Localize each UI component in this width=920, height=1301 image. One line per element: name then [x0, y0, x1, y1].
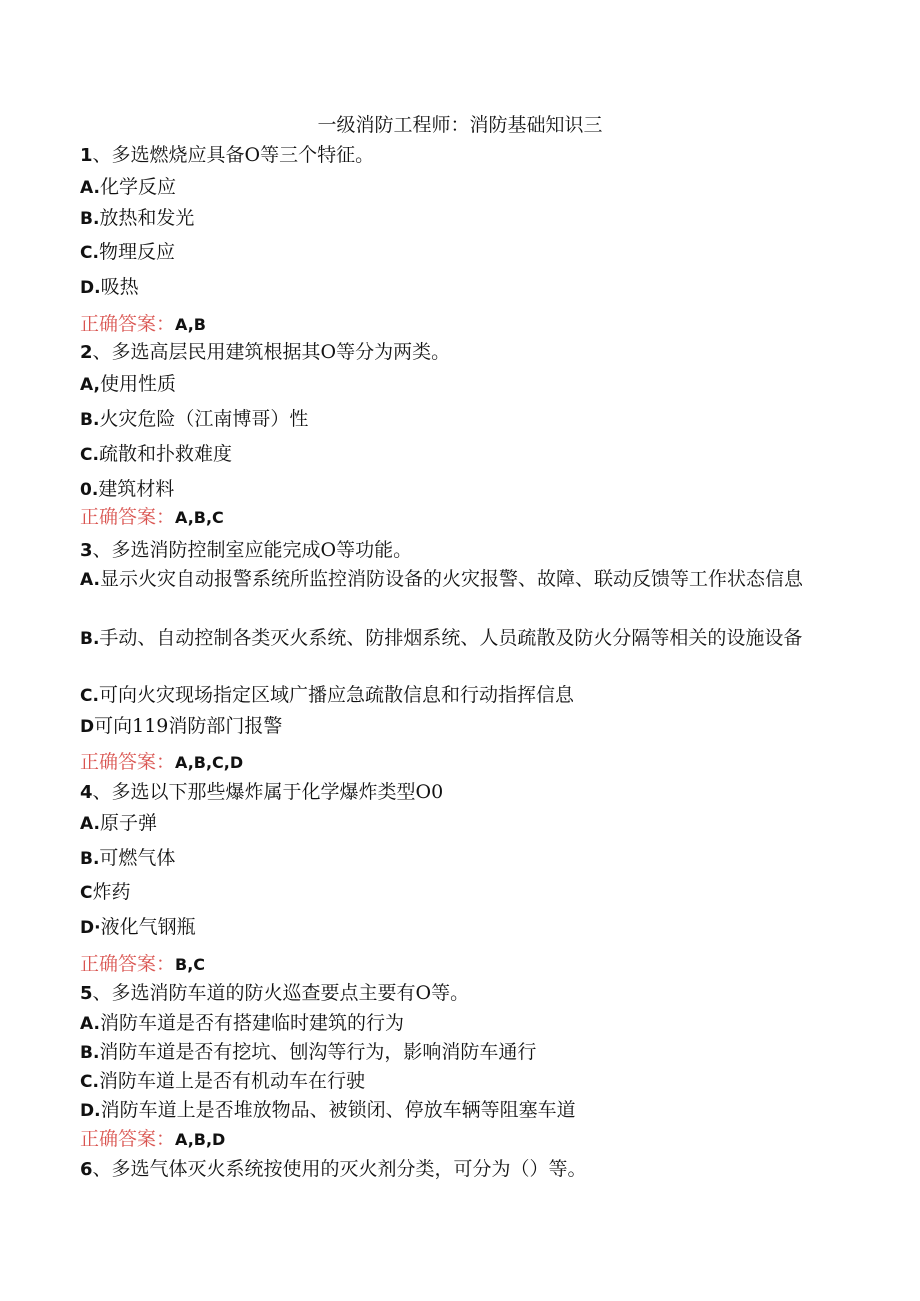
option-letter: D.: [80, 278, 101, 298]
question-text: 、多选燃烧应具备O等三个特征。: [92, 144, 375, 166]
question-2: [80, 339, 840, 366]
option-3b: [80, 624, 840, 654]
option-letter: C.: [80, 243, 99, 263]
option-text: 消防车道是否有搭建临时建筑的行为: [99, 1012, 404, 1034]
option-5c: [80, 1068, 840, 1095]
answer-3: [80, 749, 243, 776]
question-number: 3: [80, 540, 93, 561]
option-letter: B.: [80, 629, 100, 649]
option-3d: [80, 713, 840, 740]
option-4b: [80, 845, 840, 872]
option-letter: 0.: [80, 480, 99, 500]
answer-label: 正确答案：: [80, 953, 176, 975]
option-1a: [80, 174, 840, 201]
option-letter: C: [80, 883, 93, 903]
answer-5: [80, 1126, 225, 1153]
question-text: 、多选消防控制室应能完成O等功能。: [92, 539, 413, 561]
option-text: 可向火灾现场指定区域广播应急疏散信息和行动指挥信息: [98, 684, 574, 706]
option-letter: A.: [80, 178, 100, 198]
option-1b: [80, 205, 840, 232]
question-text: 、多选高层民用建筑根据其O等分为两类。: [92, 341, 451, 363]
option-text: 可燃气体: [99, 847, 176, 869]
option-text: 使用性质: [99, 373, 176, 395]
answer-label: 正确答案：: [80, 313, 176, 335]
option-text: 原子弹: [99, 812, 157, 834]
option-2d: [80, 476, 840, 503]
answer-value: A,B,C,D: [175, 753, 244, 772]
answer-1: [80, 311, 206, 338]
option-letter: A,: [80, 375, 100, 395]
option-1c: [80, 239, 840, 266]
option-letter: D.: [80, 1101, 101, 1121]
question-5: [80, 980, 840, 1007]
answer-label: 正确答案：: [80, 1128, 176, 1150]
option-text: 炸药: [92, 881, 131, 903]
question-3: [80, 537, 840, 564]
option-letter: A.: [80, 1014, 100, 1034]
option-letter: B.: [80, 1043, 100, 1063]
option-letter: B.: [80, 410, 100, 430]
question-4: [80, 779, 840, 806]
option-text: 火灾危险（江南博哥）性: [99, 408, 309, 430]
answer-label: 正确答案：: [80, 506, 176, 528]
option-1d: [80, 274, 840, 301]
option-text: 可向119消防部门报警: [94, 715, 283, 737]
option-letter: B.: [80, 209, 100, 229]
option-text: 放热和发光: [99, 207, 195, 229]
answer-4: [80, 951, 205, 978]
option-text: 吸热: [100, 276, 139, 298]
option-text: 显示火灾自动报警系统所监控消防设备的火灾报警、故障、联动反馈等工作状态信息: [99, 568, 803, 590]
option-text: 液化气钢瓶: [100, 916, 196, 938]
option-5d: [80, 1097, 840, 1124]
option-text: 消防车道上是否堆放物品、被锁闭、停放车辆等阻塞车道: [100, 1099, 576, 1121]
option-letter: D·: [80, 918, 101, 938]
option-text: 消防车道上是否有机动车在行驶: [98, 1070, 365, 1092]
question-number: 6: [80, 1159, 93, 1180]
option-letter: D: [80, 717, 95, 737]
option-letter: C.: [80, 1072, 99, 1092]
option-4c: [80, 879, 840, 906]
option-letter: C.: [80, 445, 99, 465]
answer-label: 正确答案：: [80, 751, 176, 773]
option-letter: B.: [80, 849, 100, 869]
option-letter: C.: [80, 686, 99, 706]
answer-value: A,B,C: [175, 508, 224, 527]
option-text: 手动、自动控制各类灭火系统、防排烟系统、人员疏散及防火分隔等相关的设施设备: [99, 627, 803, 649]
question-number: 4: [80, 782, 93, 803]
option-2b: [80, 406, 840, 433]
question-text: 、多选气体灭火系统按使用的灭火剂分类，可分为（）等。: [92, 1158, 587, 1180]
option-text: 物理反应: [98, 241, 175, 263]
question-number: 5: [80, 983, 93, 1004]
answer-value: A,B,D: [175, 1130, 226, 1149]
page-title: 一级消防工程师：消防基础知识三: [317, 114, 603, 136]
option-5a: [80, 1010, 840, 1037]
question-text: 、多选消防车道的防火巡查要点主要有O等。: [92, 982, 470, 1004]
option-4d: [80, 914, 840, 941]
answer-value: B,C: [175, 955, 206, 974]
option-letter: A.: [80, 570, 100, 590]
option-3a: [80, 565, 840, 595]
option-text: 消防车道是否有挖坑、刨沟等行为，影响消防车通行: [99, 1041, 537, 1063]
question-6: [80, 1156, 840, 1183]
answer-2: [80, 504, 224, 531]
question-text: 、多选以下那些爆炸属于化学爆炸类型O0: [92, 781, 444, 803]
option-text: 疏散和扑救难度: [98, 443, 232, 465]
question-1: [80, 142, 840, 169]
option-text: 化学反应: [99, 176, 176, 198]
option-3c: [80, 682, 840, 709]
question-number: 1: [80, 145, 93, 166]
option-4a: [80, 810, 840, 837]
option-2c: [80, 441, 840, 468]
answer-value: A,B: [175, 315, 206, 334]
option-2a: [80, 371, 840, 398]
option-letter: A.: [80, 814, 100, 834]
option-text: 建筑材料: [98, 478, 175, 500]
option-5b: [80, 1039, 840, 1066]
question-number: 2: [80, 342, 93, 363]
